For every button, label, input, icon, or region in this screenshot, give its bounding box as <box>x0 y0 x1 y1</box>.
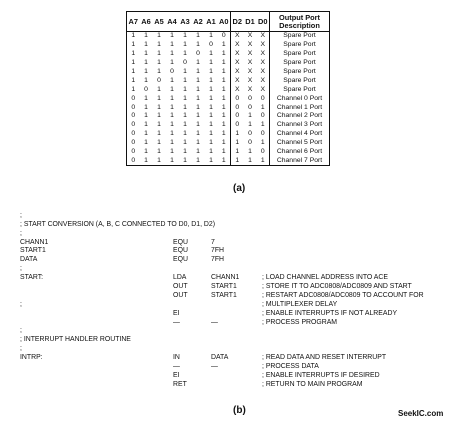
bit-cell: 0 <box>170 68 174 75</box>
bit-cell: 0 <box>144 85 148 93</box>
bit-cell: 0 <box>127 103 140 112</box>
bit-cell: X <box>231 85 244 94</box>
bit-cell: 1 <box>144 148 148 156</box>
description-cell: Channel 1 Port <box>270 103 330 112</box>
table-row <box>127 103 330 112</box>
code-line <box>20 301 460 310</box>
column-header-bit: A1 <box>205 12 218 32</box>
code-line <box>20 292 460 301</box>
code-opcode: EQU <box>173 256 188 264</box>
bit-cell: 1 <box>127 32 140 41</box>
bit-cell: 0 <box>248 130 252 138</box>
bit-cell: 1 <box>127 76 140 85</box>
bit-cell: 1 <box>153 156 166 165</box>
bit-cell: 1 <box>170 112 174 120</box>
bit-cell: 1 <box>157 85 161 93</box>
code-label: START: <box>20 274 44 282</box>
description-cell: Channel 0 Port <box>270 94 330 103</box>
bit-cell: 1 <box>157 103 161 111</box>
bit-cell: 1 <box>231 130 244 139</box>
bit-cell: 1 <box>248 112 252 120</box>
code-comment: ; PROCESS DATA <box>262 363 319 371</box>
description-cell: Spare Port <box>270 50 330 59</box>
bit-cell: 1 <box>218 112 231 121</box>
code-label: ; <box>20 345 22 353</box>
bit-cell: 1 <box>157 68 161 75</box>
bit-cell: 0 <box>231 112 244 121</box>
bit-cell: 0 <box>127 139 140 148</box>
bit-cell: 1 <box>144 50 148 58</box>
bit-cell: 1 <box>170 103 174 111</box>
code-comment: ; RESTART ADC0808/ADC0809 TO ACCOUNT FOR <box>262 291 424 299</box>
bit-cell: 1 <box>157 148 161 156</box>
table-row <box>127 68 330 77</box>
bit-cell: 1 <box>196 76 200 84</box>
bit-cell: 1 <box>196 68 200 75</box>
bit-cell: 1 <box>196 85 200 93</box>
bit-cell: 1 <box>196 139 200 147</box>
bit-cell: 1 <box>157 32 161 40</box>
bit-cell: 0 <box>257 148 270 157</box>
bit-cell: 1 <box>170 121 174 129</box>
column-header-bit: A0 <box>218 12 231 32</box>
description-cell: Channel 3 Port <box>270 121 330 130</box>
bit-cell: 1 <box>196 103 200 111</box>
bit-cell: 1 <box>209 112 213 120</box>
table-row <box>127 32 330 41</box>
bit-cell: 1 <box>231 156 244 165</box>
bit-cell: 0 <box>183 59 187 67</box>
bit-cell: 1 <box>144 76 148 84</box>
code-comment: ; LOAD CHANNEL ADDRESS INTO ACE <box>262 274 388 282</box>
column-header-bit: D0 <box>257 12 270 32</box>
code-label: INTRP: <box>20 354 43 362</box>
bit-cell: 1 <box>157 112 161 120</box>
bit-cell: 1 <box>183 85 187 93</box>
bit-cell: 1 <box>170 59 174 67</box>
bit-cell: X <box>257 68 270 77</box>
bit-cell: 1 <box>196 112 200 120</box>
bit-cell: 1 <box>231 139 244 148</box>
bit-cell: 1 <box>157 139 161 147</box>
code-opcode: OUT <box>173 291 188 299</box>
bit-cell: 0 <box>127 121 140 130</box>
port-table-container <box>126 11 330 166</box>
column-header-bit: D1 <box>244 12 257 32</box>
bit-cell: 1 <box>218 94 231 103</box>
description-cell: Spare Port <box>270 32 330 41</box>
description-cell: Channel 4 Port <box>270 130 330 139</box>
bit-cell: X <box>247 76 253 84</box>
bit-cell: 1 <box>196 59 200 67</box>
code-line <box>20 247 460 256</box>
code-opcode: — <box>173 363 180 371</box>
code-opcode: LDA <box>173 274 187 282</box>
code-label: ; <box>20 229 22 237</box>
bit-cell: 1 <box>157 121 161 129</box>
code-operand: START1 <box>211 283 237 291</box>
bit-cell: X <box>247 68 253 75</box>
bit-cell: 1 <box>170 139 174 147</box>
code-line <box>20 203 460 212</box>
bit-cell: 1 <box>183 32 187 40</box>
column-header-description: Output Port Description <box>270 12 330 32</box>
bit-cell: 1 <box>209 68 213 75</box>
bit-cell: 1 <box>183 68 187 75</box>
bit-cell: 1 <box>209 32 213 40</box>
bit-cell: 1 <box>170 50 174 58</box>
bit-cell: 1 <box>218 121 231 130</box>
code-operand: CHANN1 <box>211 274 240 282</box>
bit-cell: 0 <box>248 94 252 102</box>
bit-cell: 1 <box>127 85 140 94</box>
table-header-row <box>127 12 330 32</box>
bit-cell: 1 <box>183 50 187 58</box>
bit-cell: X <box>231 50 244 59</box>
bit-cell: 1 <box>183 94 187 102</box>
bit-cell: 1 <box>218 148 231 157</box>
code-line <box>20 239 460 248</box>
column-header-bit: A5 <box>153 12 166 32</box>
code-label: ; <box>20 327 22 335</box>
bit-cell: 1 <box>209 148 213 156</box>
table-row <box>127 50 330 59</box>
code-operand: — <box>211 318 218 326</box>
bit-cell: 0 <box>157 76 161 84</box>
code-line <box>20 381 460 390</box>
bit-cell: 1 <box>196 130 200 138</box>
code-label: ; <box>20 300 22 308</box>
code-comment: ; PROCESS PROGRAM <box>262 318 338 326</box>
column-header-bit: A7 <box>127 12 140 32</box>
table-row <box>127 76 330 85</box>
bit-cell: 0 <box>257 112 270 121</box>
code-line <box>20 354 460 363</box>
code-operand: 7FH <box>211 256 225 264</box>
bit-cell: 1 <box>144 112 148 120</box>
bit-cell: 1 <box>205 156 218 165</box>
column-header-bit: A2 <box>192 12 205 32</box>
code-line <box>20 310 460 319</box>
code-line <box>20 363 460 372</box>
bit-cell: 1 <box>144 32 148 40</box>
code-line <box>20 345 460 354</box>
code-comment: ; STORE IT TO ADC0808/ADC0809 AND START <box>262 283 412 291</box>
description-cell: Channel 5 Port <box>270 139 330 148</box>
watermark-logo: SeekIC.com <box>398 409 444 418</box>
code-operand: 7FH <box>211 247 225 255</box>
bit-cell: 1 <box>218 130 231 139</box>
code-opcode: EQU <box>173 247 188 255</box>
bit-cell: 1 <box>157 130 161 138</box>
description-cell: Spare Port <box>270 59 330 68</box>
bit-cell: 1 <box>218 139 231 148</box>
bit-cell: 1 <box>209 130 213 138</box>
code-comment: ; ENABLE INTERRUPTS IF NOT ALREADY <box>262 309 398 317</box>
bit-cell: 0 <box>248 139 252 147</box>
bit-cell: 1 <box>218 68 231 77</box>
bit-cell: 1 <box>209 76 213 84</box>
bit-cell: 0 <box>209 41 213 49</box>
bit-cell: 1 <box>183 112 187 120</box>
bit-cell: 1 <box>183 103 187 111</box>
description-cell: Spare Port <box>270 85 330 94</box>
bit-cell: 1 <box>183 139 187 147</box>
bit-cell: 1 <box>218 85 231 94</box>
bit-cell: 1 <box>166 156 179 165</box>
bit-cell: 1 <box>144 121 148 129</box>
bit-cell: 0 <box>127 156 140 165</box>
code-label: ; INTERRUPT HANDLER ROUTINE <box>20 336 131 344</box>
bit-cell: 0 <box>257 94 270 103</box>
code-operand: START1 <box>211 291 237 299</box>
bit-cell: 1 <box>257 103 270 112</box>
bit-cell: X <box>257 41 270 50</box>
code-line <box>20 283 460 292</box>
bit-cell: X <box>231 41 244 50</box>
description-cell: Channel 6 Port <box>270 148 330 157</box>
code-opcode: EI <box>173 309 180 317</box>
column-header-bit: A4 <box>166 12 179 32</box>
bit-cell: 1 <box>209 103 213 111</box>
bit-cell: 1 <box>196 32 200 40</box>
bit-cell: 1 <box>257 156 270 165</box>
code-opcode: RET <box>173 380 187 388</box>
bit-cell: 1 <box>170 85 174 93</box>
code-opcode: EI <box>173 371 180 379</box>
bit-cell: 1 <box>144 130 148 138</box>
bit-cell: 1 <box>170 148 174 156</box>
port-address-table <box>126 11 330 166</box>
bit-cell: X <box>247 32 253 40</box>
bit-cell: 1 <box>140 156 153 165</box>
bit-cell: 1 <box>218 76 231 85</box>
description-cell: Spare Port <box>270 76 330 85</box>
code-opcode: IN <box>173 354 180 362</box>
bit-cell: 1 <box>157 94 161 102</box>
bit-cell: 0 <box>231 121 244 130</box>
bit-cell: 1 <box>183 130 187 138</box>
bit-cell: 1 <box>218 59 231 68</box>
bit-cell: 1 <box>170 130 174 138</box>
table-row <box>127 59 330 68</box>
table-row <box>127 139 330 148</box>
bit-cell: 1 <box>127 50 140 59</box>
bit-cell: 1 <box>144 41 148 49</box>
code-comment: ; READ DATA AND RESET INTERRUPT <box>262 354 387 362</box>
bit-cell: 1 <box>144 59 148 67</box>
bit-cell: 1 <box>209 94 213 102</box>
bit-cell: 1 <box>209 121 213 129</box>
code-line <box>20 256 460 265</box>
bit-cell: X <box>231 59 244 68</box>
bit-cell: 1 <box>192 156 205 165</box>
code-line <box>20 230 460 239</box>
bit-cell: 0 <box>127 148 140 157</box>
column-header-bit: D2 <box>231 12 244 32</box>
bit-cell: 1 <box>257 139 270 148</box>
table-body <box>127 32 330 166</box>
bit-cell: 1 <box>170 41 174 49</box>
description-cell: Channel 2 Port <box>270 112 330 121</box>
code-comment: ; ENABLE INTERRUPTS IF DESIRED <box>262 371 380 379</box>
code-line <box>20 265 460 274</box>
bit-cell: 1 <box>144 68 148 75</box>
code-line <box>20 336 460 345</box>
bit-cell: X <box>247 50 253 58</box>
caption-a: (a) <box>233 183 246 194</box>
code-label: CHANN1 <box>20 238 49 246</box>
bit-cell: 1 <box>248 148 252 156</box>
assembly-listing <box>20 203 460 390</box>
bit-cell: X <box>257 59 270 68</box>
bit-cell: 1 <box>231 148 244 157</box>
bit-cell: X <box>247 41 253 49</box>
bit-cell: 1 <box>127 59 140 68</box>
bit-cell: 0 <box>196 50 200 58</box>
table-row <box>127 41 330 50</box>
bit-cell: 1 <box>218 41 231 50</box>
caption-b: (b) <box>233 405 246 416</box>
bit-cell: X <box>257 85 270 94</box>
bit-cell: 1 <box>144 94 148 102</box>
bit-cell: 1 <box>127 41 140 50</box>
bit-cell: X <box>257 50 270 59</box>
code-opcode: EQU <box>173 238 188 246</box>
table-row <box>127 156 330 165</box>
code-operand: DATA <box>211 354 229 362</box>
code-line <box>20 274 460 283</box>
code-label: ; START CONVERSION (A, B, C CONNECTED TO D0, D1, D2) <box>20 220 216 228</box>
bit-cell: 1 <box>183 148 187 156</box>
bit-cell: 1 <box>144 103 148 111</box>
bit-cell: 1 <box>170 76 174 84</box>
bit-cell: 0 <box>257 130 270 139</box>
code-comment: ; MULTIPLEXER DELAY <box>262 300 338 308</box>
code-line <box>20 327 460 336</box>
table-row <box>127 130 330 139</box>
bit-cell: X <box>247 59 253 67</box>
bit-cell: X <box>231 32 244 41</box>
bit-cell: 0 <box>231 94 244 103</box>
bit-cell: 1 <box>209 59 213 67</box>
bit-cell: 1 <box>196 121 200 129</box>
code-line <box>20 212 460 221</box>
bit-cell: 1 <box>209 139 213 147</box>
bit-cell: X <box>257 32 270 41</box>
bit-cell: 1 <box>183 76 187 84</box>
code-label: START1 <box>20 247 46 255</box>
bit-cell: 0 <box>127 112 140 121</box>
bit-cell: 1 <box>157 50 161 58</box>
bit-cell: 1 <box>209 85 213 93</box>
code-operand: 7 <box>211 238 215 246</box>
description-cell: Spare Port <box>270 41 330 50</box>
code-label: DATA <box>20 256 38 264</box>
bit-cell: 1 <box>218 156 231 165</box>
bit-cell: 1 <box>183 41 187 49</box>
bit-cell: 0 <box>127 94 140 103</box>
table-row <box>127 85 330 94</box>
table-row <box>127 121 330 130</box>
bit-cell: 1 <box>170 32 174 40</box>
bit-cell: 0 <box>248 103 252 111</box>
code-opcode: — <box>173 318 180 326</box>
code-label: ; <box>20 265 22 273</box>
description-cell: Channel 7 Port <box>270 156 330 165</box>
table-row <box>127 112 330 121</box>
code-label: ; <box>20 211 22 219</box>
bit-cell: 1 <box>196 148 200 156</box>
bit-cell: 1 <box>218 50 231 59</box>
bit-cell: 1 <box>157 41 161 49</box>
table-row <box>127 148 330 157</box>
bit-cell: X <box>231 76 244 85</box>
bit-cell: 1 <box>209 50 213 58</box>
column-header-bit: A3 <box>179 12 192 32</box>
bit-cell: 1 <box>196 41 200 49</box>
bit-cell: 1 <box>170 94 174 102</box>
bit-cell: 0 <box>127 130 140 139</box>
table-row <box>127 94 330 103</box>
code-opcode: OUT <box>173 283 188 291</box>
description-cell: Spare Port <box>270 68 330 77</box>
bit-cell: 1 <box>144 139 148 147</box>
code-comment: ; RETURN TO MAIN PROGRAM <box>262 380 363 388</box>
bit-cell: 1 <box>248 121 252 129</box>
bit-cell: X <box>247 85 253 93</box>
bit-cell: 0 <box>231 103 244 112</box>
bit-cell: 1 <box>257 121 270 130</box>
bit-cell: 1 <box>218 103 231 112</box>
bit-cell: 1 <box>196 94 200 102</box>
bit-cell: 0 <box>218 32 231 41</box>
bit-cell: X <box>257 76 270 85</box>
bit-cell: 1 <box>244 156 257 165</box>
bit-cell: X <box>231 68 244 77</box>
column-header-bit: A6 <box>140 12 153 32</box>
bit-cell: 1 <box>127 68 140 77</box>
bit-cell: 1 <box>179 156 192 165</box>
bit-cell: 1 <box>183 121 187 129</box>
code-operand: — <box>211 363 218 371</box>
bit-cell: 1 <box>157 59 161 67</box>
code-line <box>20 319 460 328</box>
code-line <box>20 221 460 230</box>
code-line <box>20 372 460 381</box>
